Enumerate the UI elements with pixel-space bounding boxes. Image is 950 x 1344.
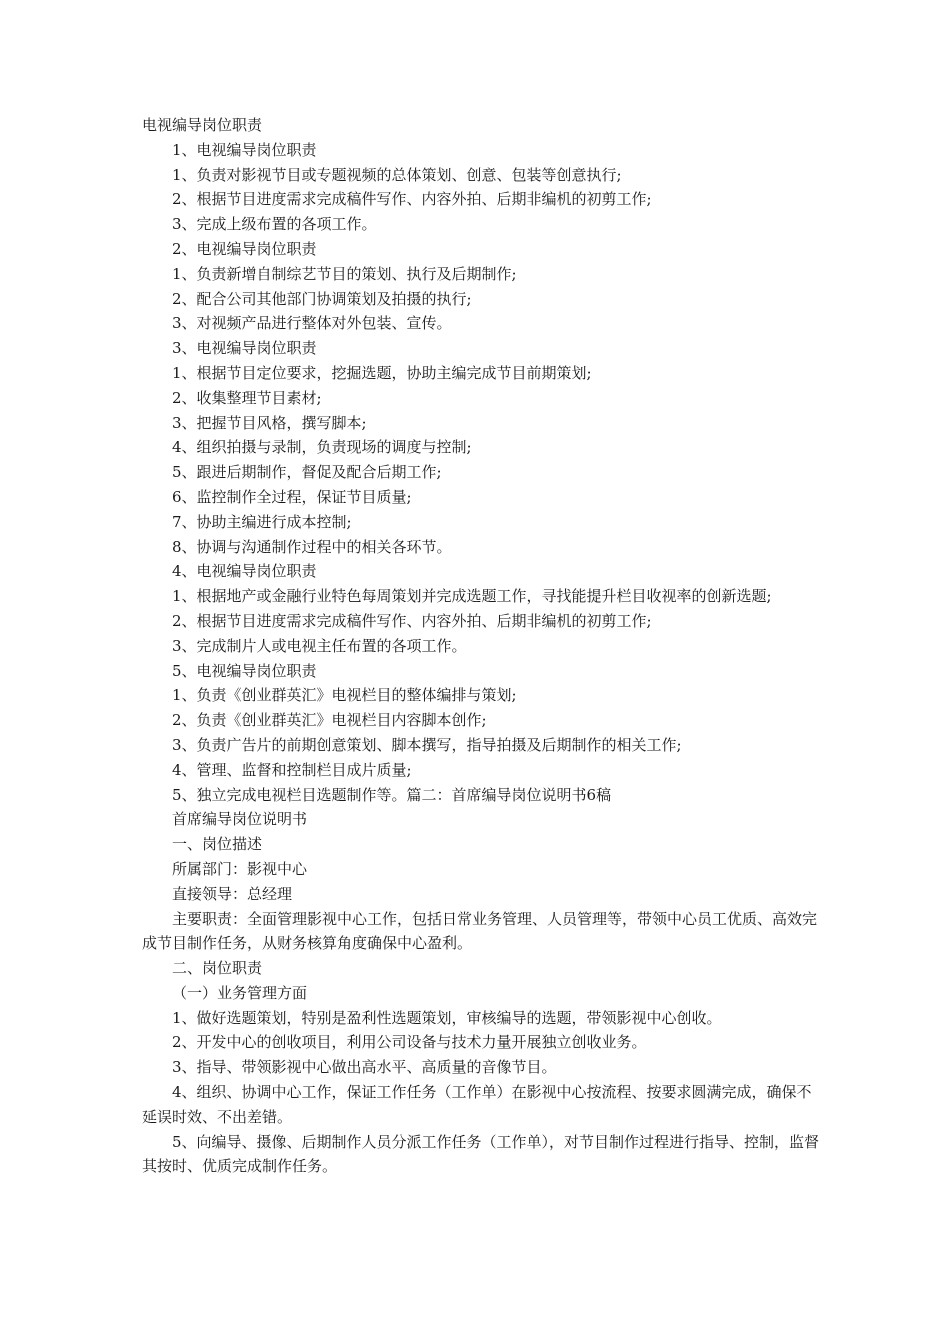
paragraph-line: 3、对视频产品进行整体对外包装、宣传。 [172,314,452,333]
paragraph-line: 2、负责《创业群英汇》电视栏目内容脚本创作; [172,711,487,730]
paragraph-line: （一）业务管理方面 [172,983,308,1002]
paragraph-line: 1、负责《创业群英汇》电视栏目的整体编排与策划; [172,686,517,705]
paragraph-line: 2、根据节目进度需求完成稿件写作、内容外拍、后期非编机的初剪工作; [172,190,652,209]
paragraph-line: 2、根据节目进度需求完成稿件写作、内容外拍、后期非编机的初剪工作; [172,611,652,630]
paragraph-line: 二、岗位职责 [172,959,263,978]
paragraph-line: 1、根据地产或金融行业特色每周策划并完成选题工作，寻找能提升栏目收视率的创新选题; [172,587,772,606]
paragraph-line: 5、跟进后期制作，督促及配合后期工作; [172,463,442,482]
paragraph-line: 1、负责对影视节目或专题视频的总体策划、创意、包装等创意执行; [172,165,622,184]
paragraph-line: 3、完成制片人或电视主任布置的各项工作。 [172,636,467,655]
paragraph-line: 直接领导：总经理 [172,884,293,903]
paragraph-line: 主要职责：全面管理影视中心工作，包括日常业务管理、人员管理等，带领中心员工优质、高效完成节目制作任务，从财务核算角度确保中心盈利。 [142,909,818,953]
paragraph-line: 1、电视编导岗位职责 [172,140,317,159]
paragraph-line: 4、管理、监督和控制栏目成片质量; [172,760,412,779]
paragraph-line: 3、完成上级布置的各项工作。 [172,215,377,234]
paragraph-line: 3、负责广告片的前期创意策划、脚本撰写，指导拍摄及后期制作的相关工作; [172,735,682,754]
paragraph-line: 一、岗位描述 [172,835,263,854]
paragraph-line: 7、协助主编进行成本控制; [172,512,352,531]
paragraph-line: 1、根据节目定位要求，挖掘选题，协助主编完成节目前期策划; [172,363,592,382]
paragraph-line: 4、组织拍摄与录制，负责现场的调度与控制; [172,438,472,457]
paragraph-line: 1、做好选题策划，特别是盈利性选题策划，审核编导的选题，带领影视中心创收。 [172,1008,722,1027]
paragraph-line: 3、把握节目风格，撰写脚本; [172,413,367,432]
paragraph-line: 2、配合公司其他部门协调策划及拍摄的执行; [172,289,472,308]
paragraph-line: 3、指导、带领影视中心做出高水平、高质量的音像节目。 [172,1058,557,1077]
paragraph-line: 8、协调与沟通制作过程中的相关各环节。 [172,537,452,556]
paragraph-line: 2、电视编导岗位职责 [172,239,317,258]
paragraph-line: 2、开发中心的创收项目，利用公司设备与技术力量开展独立创收业务。 [172,1033,647,1052]
paragraph-line: 5、向编导、摄像、后期制作人员分派工作任务（工作单），对节目制作过程进行指导、控制，监督其按时、优质完成制作任务。 [142,1132,820,1176]
paragraph-line: 4、组织、协调中心工作，保证工作任务（工作单）在影视中心按流程、按要求圆满完成，确保不延误时效、不出差错。 [142,1083,812,1126]
paragraph-line: 6、监控制作全过程，保证节目质量; [172,487,412,506]
paragraph-line: 1、负责新增自制综艺节目的策划、执行及后期制作; [172,264,517,283]
paragraph-line: 4、电视编导岗位职责 [172,562,317,581]
paragraph-line: 2、收集整理节目素材; [172,388,322,407]
paragraph-line: 3、电视编导岗位职责 [172,339,317,358]
document-title: 电视编导岗位职责 [142,116,263,134]
paragraph-line: 所属部门：影视中心 [172,859,308,878]
paragraph-line: 5、电视编导岗位职责 [172,661,317,680]
paragraph-line: 5、独立完成电视栏目选题制作等。篇二：首席编导岗位说明书6稿 [172,785,612,804]
paragraph-line: 首席编导岗位说明书 [172,810,308,829]
document-body [142,113,822,1179]
